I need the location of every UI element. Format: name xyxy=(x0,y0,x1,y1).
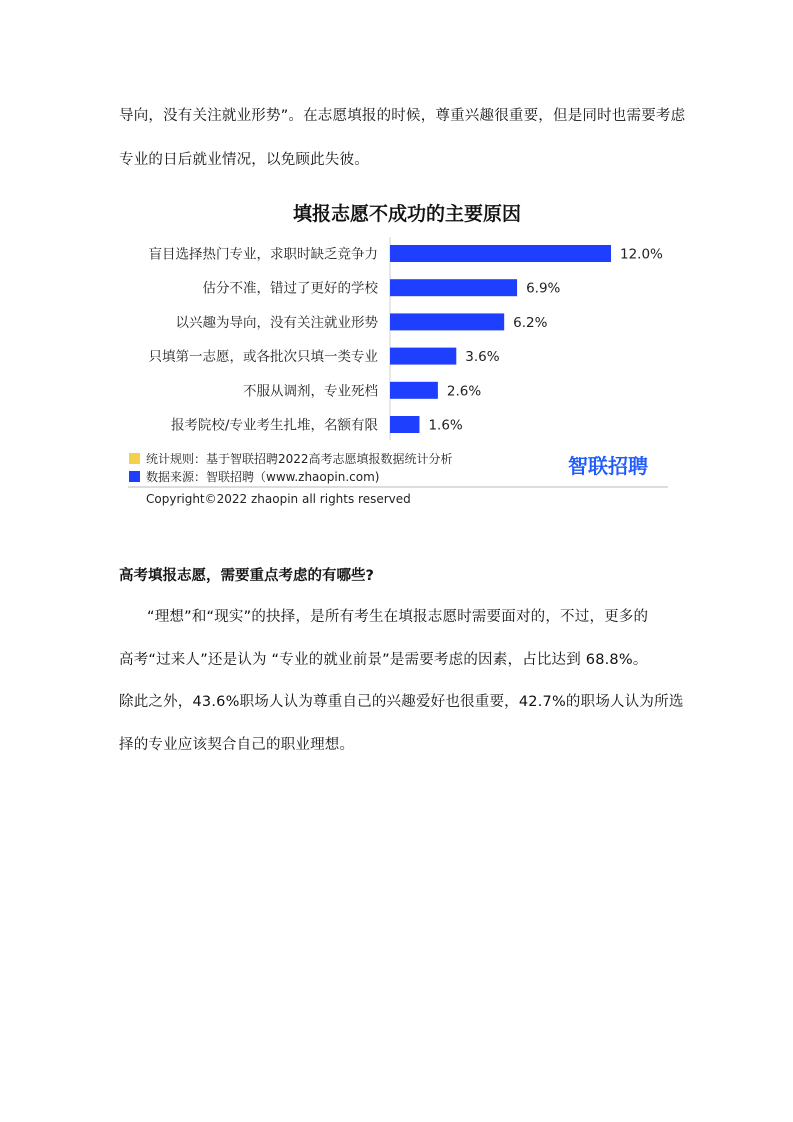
section-line-3: 除此之外，43.6%职场人认为尊重自己的兴趣爱好也很重要，42.7%的职场人认为所选 xyxy=(119,694,684,710)
value-label: 12.0% xyxy=(620,246,663,263)
intro-line-1: 导向，没有关注就业形势”。在志愿填报的时候，尊重兴趣很重要，但是同时也需要考虑 xyxy=(119,108,686,124)
value-label: 6.2% xyxy=(513,314,548,331)
bar xyxy=(390,279,517,296)
legend-swatch-rule xyxy=(129,453,140,464)
section-line-2: 高考“过来人”还是认为 “专业的就业前景”是需要考虑的因素，占比达到 68.8%。 xyxy=(119,652,648,668)
section-line-4: 择的专业应该契合自己的职业理想。 xyxy=(119,737,355,753)
section-line-1: “理想”和“现实”的抉择，是所有考生在填报志愿时需要面对的，不过，更多的 xyxy=(147,609,649,625)
bar xyxy=(390,313,504,330)
intro-line-2: 专业的日后就业情况，以免顾此失彼。 xyxy=(119,152,369,168)
category-label: 只填第一志愿，或各批次只填一类专业 xyxy=(148,349,378,366)
value-label: 2.6% xyxy=(446,383,482,400)
value-label: 1.6% xyxy=(428,417,463,434)
category-label: 报考院校/专业考生扎堆，名额有限 xyxy=(170,417,378,434)
chart-title: 填报志愿不成功的主要原因 xyxy=(292,203,522,225)
bar xyxy=(390,416,419,433)
category-label: 不服从调剂，专业死档 xyxy=(243,383,378,400)
category-label: 以兴趣为导向，没有关注就业形势 xyxy=(175,314,378,331)
section-heading: 高考填报志愿，需要重点考虑的有哪些? xyxy=(119,568,374,584)
category-label: 估分不准，错过了更好的学校 xyxy=(202,280,378,297)
copyright-text: Copyright©2022 zhaopin all rights reserved xyxy=(146,492,411,506)
value-label: 3.6% xyxy=(465,349,500,366)
bar xyxy=(390,245,611,262)
bar xyxy=(390,348,456,365)
legend-text-source: 数据来源：智联招聘（www.zhaopin.com) xyxy=(146,470,380,484)
legend-swatch-source xyxy=(129,471,140,482)
value-label: 6.9% xyxy=(526,280,561,297)
bars-group xyxy=(149,245,664,434)
bar xyxy=(390,382,438,399)
zhaopin-logo: 智联招聘 xyxy=(568,454,648,478)
category-label: 盲目选择热门专业，求职时缺乏竞争力 xyxy=(148,246,378,263)
reasons-bar-chart xyxy=(0,0,793,520)
legend-text-rule: 统计规则：基于智联招聘2022高考志愿填报数据统计分析 xyxy=(146,452,453,466)
